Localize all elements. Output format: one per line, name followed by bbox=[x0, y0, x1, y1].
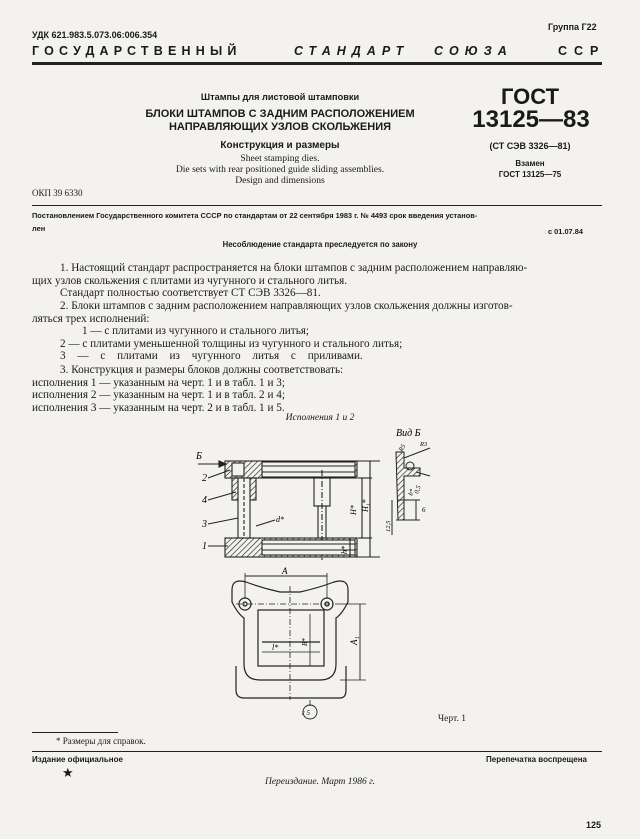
execution-2: исполнения 2 — указанным на черт. 1 и в табл. 2 и 4; bbox=[32, 389, 285, 402]
footnote: * Размеры для справок. bbox=[56, 736, 146, 746]
part-label-4: 4 bbox=[202, 495, 207, 506]
official-edition: Издание официальное bbox=[32, 755, 123, 764]
okp-code: ОКП 39 6330 bbox=[32, 188, 83, 198]
figure-number: Черт. 1 bbox=[438, 714, 466, 724]
guide-bushing bbox=[232, 478, 256, 538]
clause-1-line-a: 1. Настоящий стандарт распространяется на блоки штампов с задним расположением направляю- bbox=[60, 262, 528, 274]
footer-rule bbox=[32, 751, 602, 752]
category-line: Штампы для листовой штамповки bbox=[200, 92, 360, 102]
clause-1-line-b: щих узлов скольжения с плитами из чугунного и стального литья. bbox=[32, 274, 348, 287]
dim-h-upper: H* bbox=[349, 505, 358, 515]
dim-r5: r 5 bbox=[302, 709, 310, 717]
dim-b: B* bbox=[301, 638, 309, 646]
dim-d: d* bbox=[276, 515, 284, 524]
page-number: 125 bbox=[586, 820, 602, 830]
decree-effective-date: с 01.07.84 bbox=[548, 227, 583, 236]
document-subtitle: Конструкция и размеры bbox=[220, 140, 340, 151]
dim-h1: H₁* bbox=[361, 499, 370, 512]
view-b-b: b* bbox=[407, 488, 417, 497]
star-icon: ★ bbox=[62, 765, 74, 780]
top-plate bbox=[225, 461, 357, 478]
banner-word-union: СОЮЗА bbox=[434, 44, 513, 58]
clause-1-line-c: Стандарт полностью соответствует СТ СЭВ 3326—81. bbox=[60, 287, 321, 300]
view-b-05: 0,5 bbox=[413, 484, 423, 495]
footnote-rule bbox=[32, 732, 118, 733]
group-label: Группа Г22 bbox=[548, 22, 597, 32]
view-b-label: Вид Б bbox=[396, 428, 421, 439]
clause-2-line-b: ляться трех исполнений: bbox=[32, 312, 150, 325]
view-b-r3: R3 bbox=[420, 441, 428, 448]
english-title-line-2: Die sets with rear positioned guide sliding assemblies. bbox=[175, 164, 385, 175]
title-line-2: НАПРАВЛЯЮЩИХ УЗЛОВ СКОЛЬЖЕНИЯ bbox=[168, 121, 392, 133]
decree-line-2: лен bbox=[32, 224, 46, 233]
clause-2-line-a: 2. Блоки штампов с задним расположением направляющих узлов скольжения должны изготов- bbox=[60, 300, 513, 312]
decree-line-1: Постановлением Государственного комитета СССР по стандартам от 22 сентября 1983 г. № 4493 срок введения установ- bbox=[32, 211, 478, 220]
gost-word: ГОСТ bbox=[500, 84, 560, 109]
banner-word-state: ГОСУДАРСТВЕННЫЙ bbox=[32, 44, 242, 58]
execution-1: исполнения 1 — указанным на черт. 1 и в табл. 1 и 3; bbox=[32, 376, 285, 389]
title-line-1: БЛОКИ ШТАМПОВ С ЗАДНИМ РАСПОЛОЖЕНИЕМ bbox=[145, 108, 415, 120]
gost-number: 13125—83 bbox=[472, 106, 590, 133]
plan-view bbox=[232, 573, 366, 719]
part-label-3: 3 bbox=[202, 519, 207, 530]
law-warning: Несоблюдение стандарта преследуется по закону bbox=[222, 240, 418, 249]
dim-h-lower: h* bbox=[340, 546, 349, 554]
execution-3: исполнения 3 — указанным на черт. 2 и в табл. 1 и 5. bbox=[32, 401, 285, 414]
part-label-1: 1 bbox=[202, 541, 207, 552]
part-label-2: 2 bbox=[202, 473, 207, 484]
figure-caption: Исполнения 1 и 2 bbox=[285, 413, 355, 423]
bottom-plate bbox=[225, 538, 357, 557]
udk-code: УДК 621.983.5.073.06:006.354 bbox=[32, 30, 158, 40]
reissue-note: Переиздание. Март 1986 г. bbox=[264, 777, 376, 787]
variant-2: 2 — с плитами уменьшенной толщины из чугунного и стального литья; bbox=[60, 337, 403, 350]
banner-word-ussr: ССР bbox=[558, 44, 606, 58]
view-b-12-5: 12,5 bbox=[385, 520, 392, 532]
dim-a1: A₁ bbox=[349, 636, 359, 645]
variant-3: 3 — с плитами из чугунного литья с приливами. bbox=[60, 350, 363, 363]
banner-word-standard: СТАНДАРТ bbox=[294, 44, 410, 58]
dim-a: A bbox=[282, 566, 288, 576]
replaces-label: Взамен bbox=[515, 159, 545, 168]
clause-3-line: 3. Конструкция и размеры блоков должны соответствовать: bbox=[60, 364, 344, 376]
st-sev-ref: (СТ СЭВ 3326—81) bbox=[489, 141, 571, 151]
variant-1: 1 — с плитами из чугунного и стального литья; bbox=[82, 325, 310, 338]
english-title-line-1: Sheet stamping dies. bbox=[240, 153, 320, 164]
view-b-6: 6 bbox=[422, 506, 426, 514]
arrow-b-label: Б bbox=[196, 451, 202, 462]
reprint-prohibited: Перепечатка воспрещена bbox=[486, 755, 587, 764]
dim-l: l* bbox=[272, 643, 279, 652]
english-title-line-3: Design and dimensions bbox=[235, 175, 325, 186]
view-b-r5: R5 bbox=[397, 443, 408, 453]
replaces-value: ГОСТ 13125—75 bbox=[498, 170, 562, 179]
